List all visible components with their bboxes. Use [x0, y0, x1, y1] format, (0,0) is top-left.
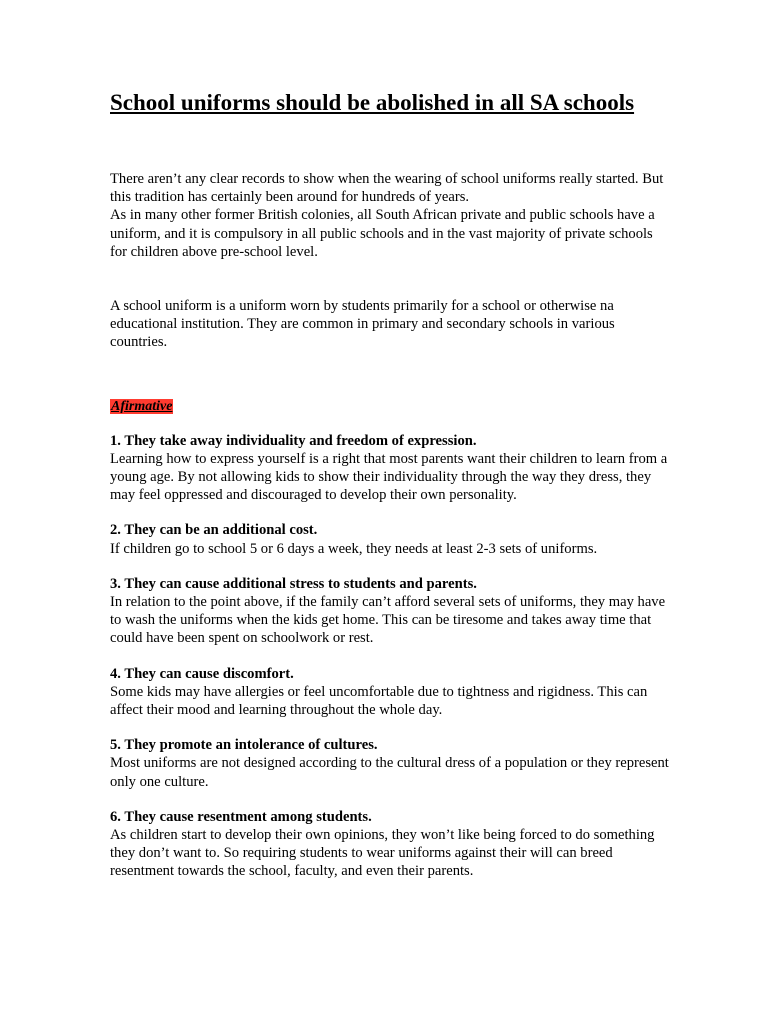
point-item [110, 521, 670, 557]
point-item [110, 432, 670, 505]
point-heading: 1. They take away individuality and freedom of expression. [110, 432, 477, 449]
document-page [110, 88, 670, 881]
point-heading: 4. They can cause discomfort. [110, 665, 294, 682]
point-item [110, 665, 670, 720]
point-item [110, 808, 670, 881]
intro-paragraph-1: There aren’t any clear records to show when the wearing of school uniforms really started. But this tradition has certainly been around for hundreds of years. [110, 171, 664, 206]
point-body: Some kids may have allergies or feel uncomfortable due to tightness and rigidness. This can affect their mood and learning throughout the whole day. [110, 683, 648, 719]
point-body: Most uniforms are not designed according to the cultural dress of a population or they represent only one culture. [110, 755, 669, 790]
point-body: Learning how to express yourself is a right that most parents want their children to learn from a young age. By not allowing kids to show their individuality through the way they dress, they may feel oppressed and discouraged to develop their own personality. [110, 450, 668, 504]
point-item [110, 736, 670, 791]
points-list [110, 432, 670, 881]
point-heading: 5. They promote an intolerance of cultures. [110, 737, 378, 754]
point-body: In relation to the point above, if the family can’t afford several sets of uniforms, they may have to wash the uniforms when the kids get home. This can be tiresome and takes away time that could have been spent on schoolwork or rest. [110, 594, 666, 647]
intro-paragraph-3: A school uniform is a uniform worn by students primarily for a school or otherwise na educational institution. They are common in primary and secondary schools in various countries. [110, 298, 615, 351]
document-title: School uniforms should be abolished in all SA schools [110, 90, 635, 115]
point-heading: 3. They can cause additional stress to students and parents. [110, 575, 477, 592]
section-label-affirmative [110, 398, 670, 415]
point-body: If children go to school 5 or 6 days a week, they needs at least 2-3 sets of uniforms. [110, 540, 598, 557]
point-heading: 6. They cause resentment among students. [110, 808, 372, 825]
point-body: As children start to develop their own opinions, they won’t like being forced to do something they don’t want to. So requiring students to wear uniforms against their will can breed resentment towards the school, faculty, and even their parents. [110, 827, 655, 880]
section-label-text: Afirmative [111, 398, 173, 414]
point-item [110, 575, 670, 648]
point-heading: 2. They can be an additional cost. [110, 522, 318, 539]
intro-paragraph-2: As in many other former British colonies, all South African private and public schools have a uniform, and it is compulsory in all public schools and in the vast majority of private schools for children above pre-school level. [110, 207, 655, 260]
